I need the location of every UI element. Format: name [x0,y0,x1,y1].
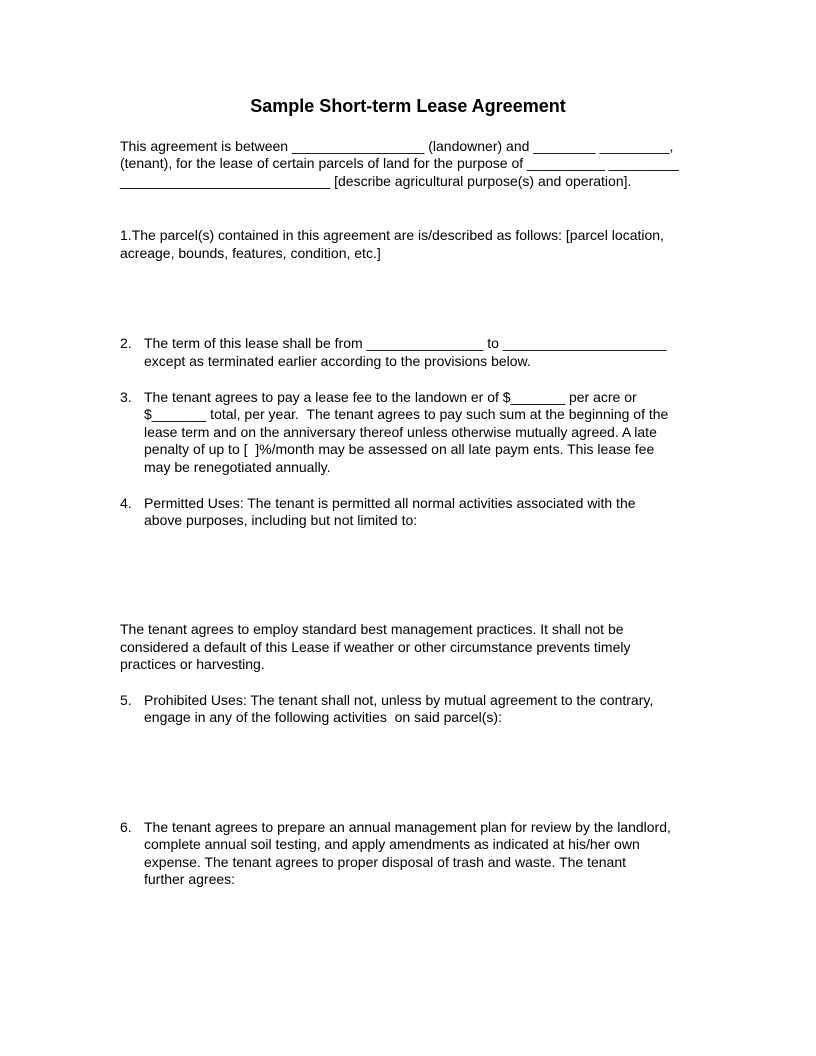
section-6-number: 6. [120,819,132,835]
section-6-line-1: The tenant agrees to prepare an annual management plan for review by the landlord, [144,819,671,835]
intro-line-1: This agreement is between _________________ (landowner) and ________ _________, [120,138,674,154]
section-5-line-2: engage in any of the following activities on said parcel(s): [144,709,502,725]
section-2-number: 2. [120,335,132,351]
section-6-line-4: further agrees: [144,871,236,887]
bmp-line-1: The tenant agrees to employ standard best management practices. It shall not be [120,621,624,637]
section-6-line-2: complete annual soil testing, and apply amendments as indicated at his/her own [144,836,640,852]
section-4-line-2: above purposes, including but not limited to: [144,512,418,528]
section-1-line-1: 1.The parcel(s) contained in this agreement are is/described as follows: [parcel location, [120,227,664,243]
section-3-line-1: The tenant agrees to pay a lease fee to the landown er of $_______ per acre or [144,389,637,405]
section-6-line-3: expense. The tenant agrees to proper disposal of trash and waste. The tenant [144,854,627,870]
intro-line-3: ___________________________ [describe agricultural purpose(s) and operation]. [120,173,632,189]
section-2-line-2: except as terminated earlier according to the provisions below. [144,353,531,369]
bmp-line-3: practices or harvesting. [120,656,265,672]
section-3-line-4: penalty of up to [ ]%/month may be assessed on all late paym ents. This lease fee [144,441,655,457]
document-title: Sample Short-term Lease Agreement [250,96,566,116]
section-3-line-5: may be renegotiated annually. [144,459,331,475]
section-5-line-1: Prohibited Uses: The tenant shall not, unless by mutual agreement to the contrary, [144,692,654,708]
section-2-line-1: The term of this lease shall be from _______________ to _____________________ [144,335,667,351]
bmp-line-2: considered a default of this Lease if weather or other circumstance prevents timely [120,639,631,655]
section-4-line-1: Permitted Uses: The tenant is permitted all normal activities associated with the [144,495,636,511]
section-4-number: 4. [120,495,132,511]
section-3-number: 3. [120,389,132,405]
section-5-number: 5. [120,692,132,708]
section-1-line-2: acreage, bounds, features, condition, etc.] [120,245,381,261]
section-3-line-3: lease term and on the anniversary thereof unless otherwise mutually agreed. A late [144,424,657,440]
section-3-line-2: $_______ total, per year. The tenant agrees to pay such sum at the beginning of the [144,406,669,422]
intro-line-2: (tenant), for the lease of certain parcels of land for the purpose of __________ _________ [120,155,679,171]
